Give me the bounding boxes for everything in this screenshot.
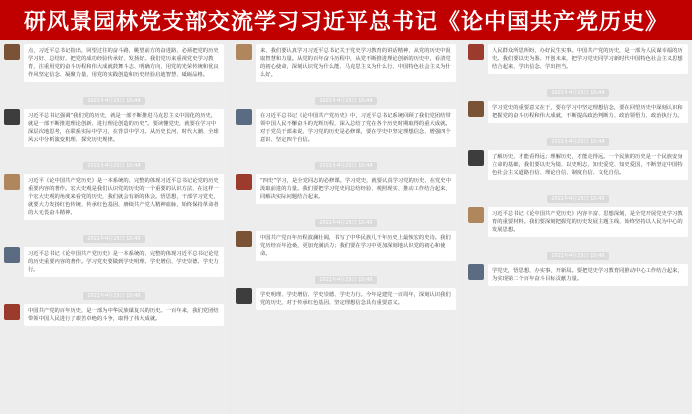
list-item	[468, 44, 688, 74]
message-bubble: 了解历史，才能看得远；理解历史，才能走得远。一个民族的历史是一个民族安身立命的基础，我们要以史为镜、以史明志，知史爱党、知史爱国，不断坚定中国特色社会主义道路自信、理论自信、制度自信、文化自信。	[488, 150, 688, 180]
message-bubble: “四史”学习，是全党同志的必修课。学习党史，就要认真学习党的历史，在党史中汲取前进的力量。我们要把学习党史同总结经验、观照现实、推动工作结合起来，同解决实际问题结合起来。	[256, 174, 456, 204]
message-bubble: 点，习近平总书记指出，回望过往的奋斗路，眺望前方的奋进路，必须把党的历史学习好、总结好，把党的成功经验传承好、发扬好。我们党历来重视党史学习教育，注重用党的奋斗历程和伟大成就鼓舞斗志、明确方向，用党的光荣传统和优良作风坚定信念、凝聚力量，用党的实践创造和历史经验启迪智慧、砥砺品格。	[24, 44, 224, 82]
message-body	[24, 247, 224, 277]
message-bubble: 习近平总书记强调“我们党的历史，就是一部不断推进马克思主义中国化的历史，就是一部不断推进理论创新、进行理论创造的历史”。要读懂党史，就要在学习中深层次地思考，在联系实际中学习，在背景中学习。从历史长河、时代大潮、全球风云中分析演变机理、探究历史规律。	[24, 109, 224, 147]
timestamp	[236, 87, 456, 106]
message-body	[24, 44, 224, 82]
message-bubble: 习近平总书记《论中国共产党历史》是一本系统的、完整的体现习近平总书记论党的历史重要内容的著作。学习党史要做到学史明理、学史增信、学史崇德、学史力行。	[24, 247, 224, 277]
avatar[interactable]	[4, 174, 20, 190]
message-bubble: 学党史，悟思想，办实事，开新局。要把党史学习教育同推动中心工作结合起来，为实现第二个百年奋斗目标贡献力量。	[488, 264, 688, 286]
message-bubble: 在习近平总书记《论中国共产党历史》中，习近平总书记系统回顾了我们党团结带领中国人民不懈奋斗的光辉历程，深入总结了党在各个历史时期取得的重大成就。对于党员干部来说，学习党的历史是必修课，要在学史中坚定理想信念、增强四个意识、坚定四个自信。	[256, 109, 456, 147]
timestamp-text: 2021年4月25日 10:46	[315, 276, 376, 284]
timestamp-text: 2021年4月25日 10:46	[547, 252, 608, 260]
comment-column[interactable]	[232, 40, 460, 414]
avatar[interactable]	[468, 44, 484, 60]
list-item	[236, 231, 456, 261]
message-body	[488, 101, 688, 123]
avatar[interactable]	[236, 288, 252, 304]
timestamp-text: 2021年4月25日 10:45	[547, 195, 608, 203]
message-body	[256, 174, 456, 204]
message-bubble: 中国共产党百年历程波澜壮阔，书写了中华民族几千年历史上最恢宏的史诗。我们党历经百年沧桑，更加充满活力；我们要在学习中更加深刻地认识党的初心和使命。	[256, 231, 456, 261]
message-body	[24, 174, 224, 220]
message-body	[24, 304, 224, 326]
list-item	[236, 109, 456, 147]
message-bubble: 中国共产党的百年历史，是一部为中华民族谋复兴的历史。一百年来，我们党团结带领中国人民进行了艰苦卓绝的斗争，取得了伟大成就。	[24, 304, 224, 326]
page-title: 研风景园林党支部交流学习习近平总书记《论中国共产党历史》	[23, 9, 668, 35]
list-item	[236, 44, 456, 82]
timestamp-text: 2021年4月25日 10:44	[315, 97, 376, 105]
list-item	[236, 288, 456, 310]
message-bubble: 人民群众所思所盼，办好民生实事。中国共产党的历史，是一部为人民谋幸福的历史。我们要以史为鉴、开创未来，把学习党史同学习新时代中国特色社会主义思想结合起来，学出信念、学出担当。	[488, 44, 688, 74]
timestamp	[4, 225, 224, 244]
list-item	[236, 174, 456, 204]
timestamp	[468, 128, 688, 147]
timestamp	[468, 79, 688, 98]
message-bubble: 习近平总书记《论中国共产党历史》内容丰富、思想深刻，是全党开展党史学习教育的重要材料。我们要深刻把握党的历史发展主题主线，始终坚持以人民为中心的发展思想。	[488, 207, 688, 237]
message-body	[488, 264, 688, 286]
timestamp-text: 2021年4月25日 10:44	[547, 89, 608, 97]
comment-column[interactable]	[464, 40, 692, 414]
timestamp-text: 2021年4月25日 10:46	[83, 292, 144, 300]
message-body	[24, 109, 224, 147]
message-body	[488, 150, 688, 180]
message-body	[488, 44, 688, 74]
timestamp-text: 2021年4月25日 10:44	[547, 138, 608, 146]
list-item	[4, 247, 224, 277]
avatar[interactable]	[468, 101, 484, 117]
comment-columns	[0, 40, 692, 414]
avatar[interactable]	[236, 231, 252, 247]
avatar[interactable]	[236, 44, 252, 60]
list-item	[4, 304, 224, 326]
message-bubble: 学史明理、学史增信、学史崇德、学史力行。今年是建党一百周年，深刻认识我们党的历史，对于传承红色基因、坚定理想信念具有重要意义。	[256, 288, 456, 310]
timestamp	[236, 152, 456, 171]
list-item	[468, 101, 688, 123]
avatar[interactable]	[4, 44, 20, 60]
timestamp	[4, 282, 224, 301]
message-bubble: 习近平《论中国共产党历史》是一本系统的、完整的体现习近平总书记论党的历史重要内容的著作。宏大史观是我们认识党的历史的一个重要的认识方法，在这样一个宏大史观的角度来看党的历史，我们就会有新的体会。悟思想，干部学习党史，就要大力发扬红色传统、传承红色基因、赓续共产党人精神血脉，始终保持革命者的大无畏奋斗精神。	[24, 174, 224, 220]
list-item	[4, 174, 224, 220]
list-item	[468, 150, 688, 180]
timestamp	[4, 87, 224, 106]
list-item	[468, 207, 688, 237]
timestamp	[468, 242, 688, 261]
timestamp	[4, 152, 224, 171]
list-item	[468, 264, 688, 286]
message-body	[256, 109, 456, 147]
comment-column[interactable]	[0, 40, 228, 414]
timestamp-text: 2021年4月25日 10:45	[83, 235, 144, 243]
timestamp	[468, 185, 688, 204]
title-banner	[0, 0, 692, 40]
avatar[interactable]	[468, 264, 484, 280]
timestamp-text: 2021年4月25日 10:45	[315, 219, 376, 227]
avatar[interactable]	[236, 109, 252, 125]
timestamp-text: 2021年4月25日 10:44	[83, 162, 144, 170]
message-bubble: 来，我们要认真学习习近平总书记关于党史学习教育的讲话精神，从党的历史中汲取智慧和力量。从党的百年奋斗历程中，从党不断推进理论创新的历史中，看清党的初心使命，深刻认识党为什么能、马克思主义为什么行、中国特色社会主义为什么好。	[256, 44, 456, 82]
message-body	[256, 44, 456, 82]
list-item	[4, 109, 224, 147]
message-bubble: 学习党史的重要意义在于，要在学习中坚定理想信念，要在回望历史中深刻认识和把握党的奋斗历程和伟大成就，不断提高政治判断力、政治领悟力、政治执行力。	[488, 101, 688, 123]
avatar[interactable]	[468, 207, 484, 223]
message-body	[488, 207, 688, 237]
timestamp-text: 2021年4月25日 10:44	[83, 97, 144, 105]
timestamp	[236, 209, 456, 228]
avatar[interactable]	[4, 109, 20, 125]
timestamp-text: 2021年4月25日 10:44	[315, 162, 376, 170]
avatar[interactable]	[4, 247, 20, 263]
avatar[interactable]	[4, 304, 20, 320]
timestamp	[236, 266, 456, 285]
message-body	[256, 288, 456, 310]
message-body	[256, 231, 456, 261]
avatar[interactable]	[468, 150, 484, 166]
avatar[interactable]	[236, 174, 252, 190]
list-item	[4, 44, 224, 82]
